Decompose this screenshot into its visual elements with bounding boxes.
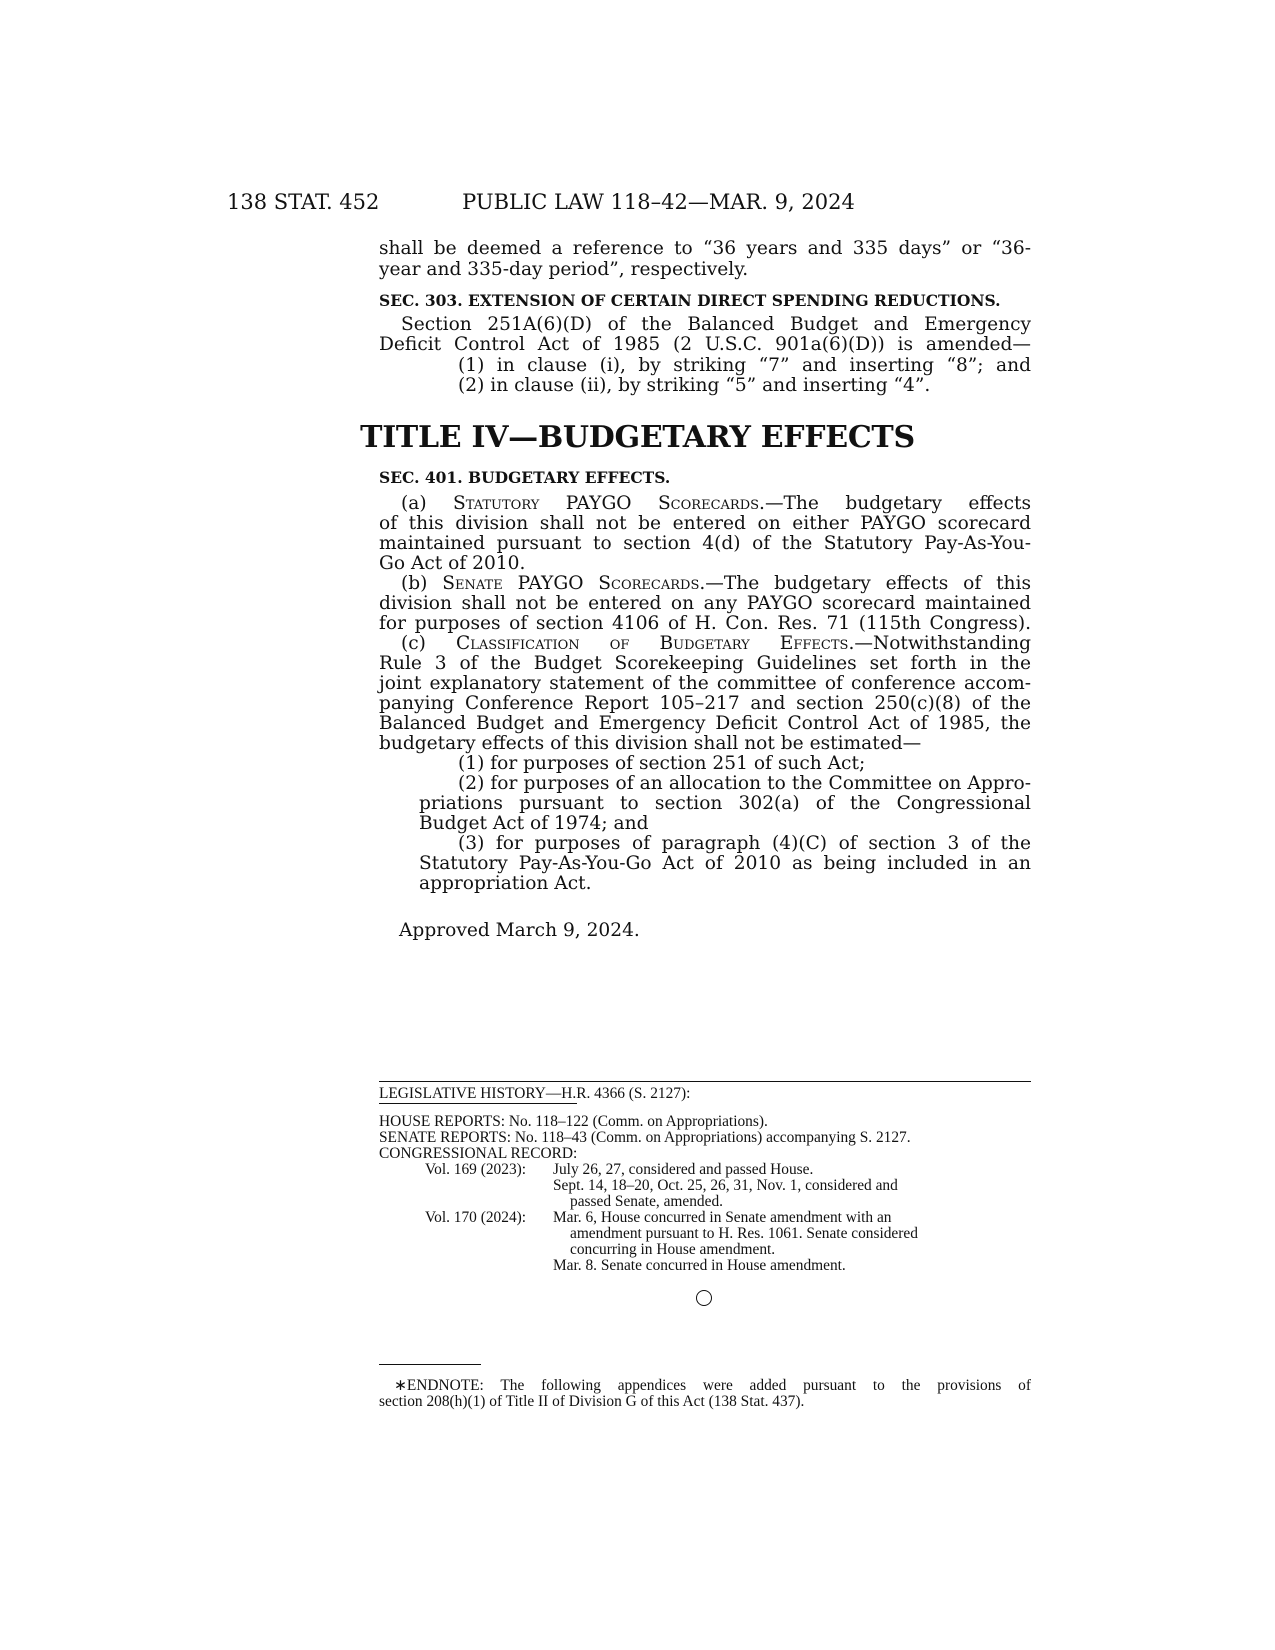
house-reports: HOUSE REPORTS: No. 118–122 (Comm. on Appropriations). <box>379 1113 768 1130</box>
subsection-caption: Statutory PAYGO Scorecards <box>453 493 760 514</box>
paragraph-3-line: (3) for purposes of paragraph (4)(C) of section 3 of the <box>458 833 1031 854</box>
record-entry: Mar. 6, House concurred in Senate amendment with an <box>553 1209 892 1226</box>
subsection-a-first-line <box>401 494 1031 515</box>
footnote-rule <box>379 1364 481 1365</box>
text-line: Section 251A(6)(D) of the Balanced Budget and Emergency <box>401 314 1031 335</box>
paragraph-3-line: Statutory Pay-As-You-Go Act of 2010 as being included in an <box>419 853 1031 874</box>
text-line: .—The budgetary effects of this <box>699 573 1031 594</box>
subsection-label: (b) <box>401 573 443 594</box>
subsection-label: (a) <box>401 493 453 514</box>
text-line: Go Act of 2010. <box>379 553 526 574</box>
law-title: PUBLIC LAW 118–42—MAR. 9, 2024 <box>462 190 855 214</box>
approval-date: Approved March 9, 2024. <box>399 920 640 941</box>
text-line: .—Notwithstanding <box>848 633 1031 654</box>
end-of-law-circle-icon <box>696 1290 712 1306</box>
senate-reports: SENATE REPORTS: No. 118–43 (Comm. on Appropriations) accompanying S. 2127. <box>379 1129 911 1146</box>
heading-underline <box>379 1103 577 1104</box>
text-line: year and 335-day period”, respectively. <box>379 259 749 280</box>
subsection-label: (c) <box>401 633 457 654</box>
paragraph-2-line: Budget Act of 1974; and <box>419 813 649 834</box>
clause-1: (1) in clause (i), by striking “7” and inserting “8”; and <box>458 355 1031 376</box>
subsection-caption: Classification of Budgetary Effects <box>456 633 849 654</box>
subsection-c-first-line <box>401 634 1031 655</box>
record-entry: Sept. 14, 18–20, Oct. 25, 26, 31, Nov. 1, considered and <box>553 1177 898 1194</box>
sec-401-heading: SEC. 401. BUDGETARY EFFECTS. <box>379 468 671 487</box>
text-line: shall be deemed a reference to “36 years and 335 days” or “36- <box>379 238 1031 259</box>
title-iv-heading: TITLE IV—BUDGETARY EFFECTS <box>360 420 915 455</box>
text-line: Rule 3 of the Budget Scorekeeping Guidelines set forth in the <box>379 653 1031 674</box>
running-header-title <box>0 190 1275 214</box>
text-line: .—The budgetary effects <box>759 493 1031 514</box>
record-entry-continued: passed Senate, amended. <box>570 1193 723 1210</box>
record-entry: July 26, 27, considered and passed House. <box>553 1161 814 1178</box>
text-line: panying Conference Report 105–217 and section 250(c)(8) of the <box>379 693 1031 714</box>
paragraph-2-line: (2) for purposes of an allocation to the Committee on Appro- <box>458 773 1031 794</box>
clause-2: (2) in clause (ii), by striking “5” and inserting “4”. <box>458 375 931 396</box>
legislative-history-heading: LEGISLATIVE HISTORY—H.R. 4366 (S. 2127): <box>379 1085 691 1102</box>
subsection-caption: Senate PAYGO Scorecards <box>442 573 700 594</box>
subsection-b-first-line <box>401 574 1031 595</box>
endnote-line: section 208(h)(1) of Title II of Division G of this Act (138 Stat. 437). <box>379 1393 805 1410</box>
record-entry-continued: concurring in House amendment. <box>570 1241 776 1258</box>
text-line: joint explanatory statement of the committee of conference accom- <box>379 673 1031 694</box>
stat-page-number: 138 STAT. 452 <box>227 190 380 214</box>
paragraph-1: (1) for purposes of section 251 of such Act; <box>458 753 866 774</box>
paragraph-2-line: priations pursuant to section 302(a) of the Congressional <box>419 793 1031 814</box>
text-line: for purposes of section 4106 of H. Con. Res. 71 (115th Congress). <box>379 613 1031 634</box>
record-entry-continued: amendment pursuant to H. Res. 1061. Senate considered <box>570 1225 918 1242</box>
text-line: maintained pursuant to section 4(d) of the Statutory Pay-As-You- <box>379 533 1031 554</box>
vol-169-label: Vol. 169 (2023): <box>425 1161 527 1178</box>
text-line: Balanced Budget and Emergency Deficit Control Act of 1985, the <box>379 713 1031 734</box>
legislative-history-rule <box>379 1081 1031 1082</box>
vol-170-label: Vol. 170 (2024): <box>425 1209 527 1226</box>
text-line: Deficit Control Act of 1985 (2 U.S.C. 901a(6)(D)) is amended— <box>379 334 1031 355</box>
text-line: of this division shall not be entered on either PAYGO scorecard <box>379 513 1031 534</box>
record-entry: Mar. 8. Senate concurred in House amendment. <box>553 1257 846 1274</box>
paragraph-3-line: appropriation Act. <box>419 873 592 894</box>
text-line: budgetary effects of this division shall not be estimated— <box>379 733 922 754</box>
sec-303-heading: SEC. 303. EXTENSION OF CERTAIN DIRECT SPENDING REDUCTIONS. <box>379 291 1001 310</box>
congressional-record-label: CONGRESSIONAL RECORD: <box>379 1145 578 1162</box>
endnote-line: ∗ENDNOTE: The following appendices were added pursuant to the provisions of <box>394 1377 1031 1394</box>
text-line: division shall not be entered on any PAYGO scorecard maintained <box>379 593 1031 614</box>
